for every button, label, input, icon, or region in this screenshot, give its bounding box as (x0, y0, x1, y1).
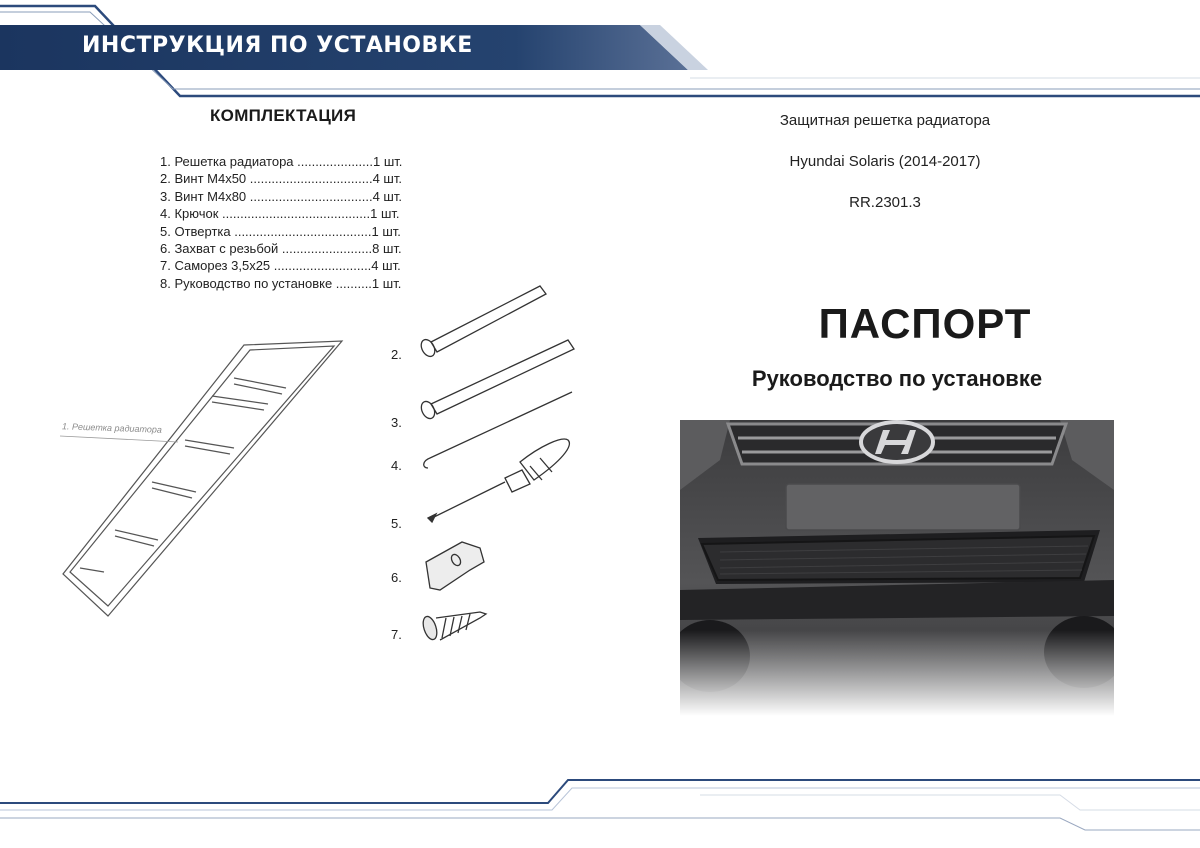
kit-item: 6. Захват с резьбой .........................8 шт. (160, 241, 402, 257)
part-label: 6. (391, 570, 402, 585)
kit-item: 3. Винт М4х80 ..................................4 шт. (160, 188, 402, 204)
part-label: 2. (391, 347, 402, 362)
product-code: RR.2301.3 (849, 194, 921, 211)
kit-item: 8. Руководство по установке ..........1 шт. (160, 275, 402, 291)
product-model: Hyundai Solaris (2014-2017) (789, 153, 981, 170)
kit-item: 4. Крючок .........................................1 шт. (160, 206, 400, 222)
product-name: Защитная решетка радиатора (779, 112, 991, 129)
passport-subtitle: Руководство по установке (751, 366, 1043, 391)
kit-heading: КОМПЛЕКТАЦИЯ (210, 106, 357, 125)
part-label: 5. (391, 516, 402, 531)
part-label: 3. (391, 415, 402, 430)
passport-title: ПАСПОРТ (818, 300, 1032, 347)
kit-item: 2. Винт М4х50 ..................................4 шт. (160, 171, 402, 187)
grille-callout: 1. Решетка радиатора (61, 421, 163, 435)
kit-item: 7. Саморез 3,5х25 ...........................4 шт. (160, 258, 401, 274)
kit-item: 5. Отвертка ......................................1 шт. (160, 223, 401, 239)
part-label: 4. (391, 458, 402, 473)
kit-item: 1. Решетка радиатора .....................1 шт. (160, 154, 403, 169)
page-header-title: ИНСТРУКЦИЯ ПО УСТАНОВКЕ (82, 33, 473, 58)
car-front-photo (680, 420, 1114, 716)
part-label: 7. (391, 627, 402, 642)
